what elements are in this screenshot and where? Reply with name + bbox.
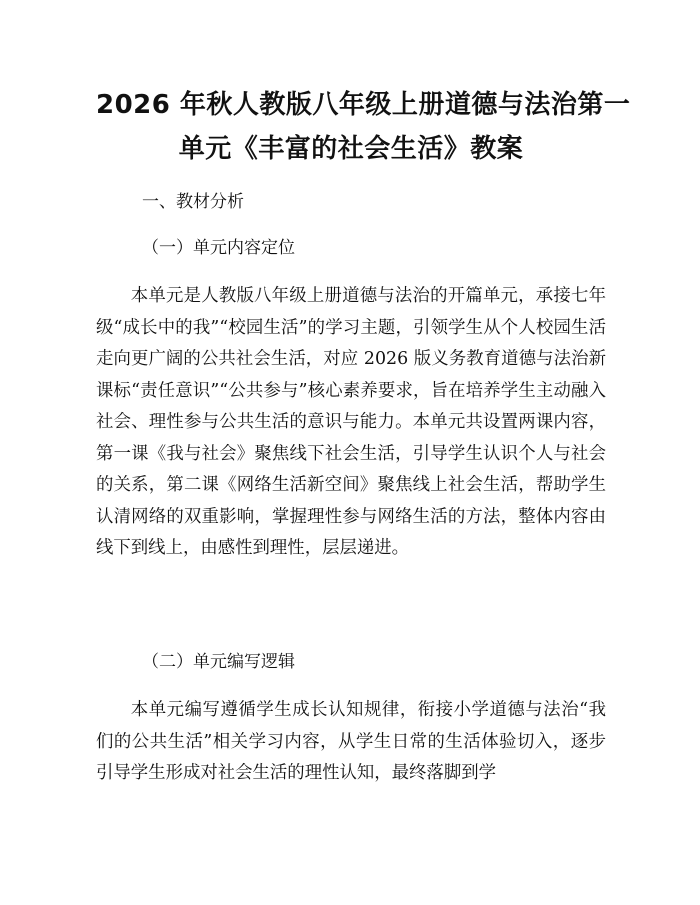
document-title-line-2: 单元《丰富的社会生活》教案	[178, 134, 524, 164]
subsection-heading-writing-logic: （二）单元编写逻辑	[142, 652, 295, 672]
paragraph-writing-logic: 本单元编写遵循学生成长认知规律，衔接小学道德与法治“我们的公共生活”相关学习内容，从学生日常的生活体验切入，逐步引导学生形成对社会生活的理性认知，最终落脚到学	[96, 700, 606, 783]
section-heading-textbook-analysis: 一、教材分析	[142, 192, 244, 212]
subsection-heading-unit-positioning: （一）单元内容定位	[142, 238, 295, 258]
document-title-line-1: 2026 年秋人教版八年级上册道德与法治第一	[96, 90, 631, 120]
paragraph-unit-positioning: 本单元是人教版八年级上册道德与法治的开篇单元，承接七年级“成长中的我”“校园生活”的学习主题，引领学生从个人校园生活走向更广阔的公共社会生活，对应 2026 版义务教育道德与法治新课标“责任意识”“公共参与”核心素养要求，旨在培养学生主动融入社会、理性参与公共生活的意识与能力。本单元共设置两课内容，第一课《我与社会》聚焦线下社会生活，引导学生认识个人与社会的关系，第二课《网络生活新空间》聚焦线上社会生活，帮助学生认清网络的双重影响，掌握理性参与网络生活的方法，整体内容由线下到线上，由感性到理性，层层递进。	[96, 286, 606, 558]
